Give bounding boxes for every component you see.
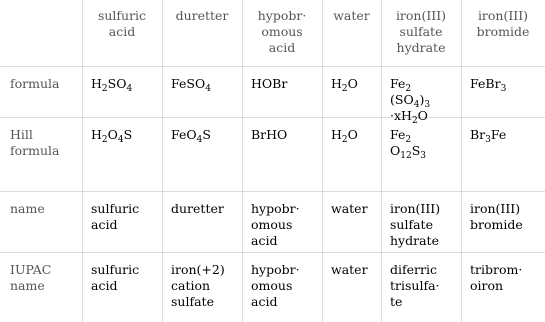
table-cell (390, 127, 458, 159)
table-cell (251, 201, 319, 249)
column-header-line: iron(III) (395, 8, 447, 23)
subscript: 2 (341, 135, 348, 145)
text-segment: iron(III) (390, 201, 441, 216)
subscript: 4 (196, 135, 203, 145)
text-segment: acid (251, 294, 278, 309)
cell-line (390, 108, 458, 124)
column-header-iron-iii-bromide (461, 8, 545, 40)
subscript: 4 (117, 135, 124, 145)
table-cell (470, 262, 542, 294)
text-segment: hypobr· (251, 262, 300, 277)
column-header-line: iron(III) (477, 8, 529, 23)
column-header-sulfuric-acid (82, 8, 162, 40)
cell-line (171, 201, 239, 217)
cell-line (171, 262, 239, 278)
table-cell (390, 76, 458, 124)
column-header-line: bromide (476, 24, 530, 39)
text-segment: H (91, 127, 102, 142)
text-segment: diferric (390, 262, 437, 277)
text-segment: sulfuric (91, 201, 140, 216)
cell-line (470, 201, 542, 217)
text-segment: trisulfa· (390, 278, 440, 293)
cell-line (91, 127, 159, 143)
table-cell (331, 127, 378, 143)
cell-line (251, 76, 319, 92)
text-segment: FeO (171, 127, 197, 142)
table-cell (331, 76, 378, 92)
text-segment: iron(III) (470, 201, 521, 216)
subscript: 2 (405, 135, 412, 145)
column-header-line: omous (261, 24, 303, 39)
subscript: 3 (420, 151, 427, 161)
text-segment: Fe (490, 127, 507, 142)
column-header-line: acid (108, 24, 136, 39)
column-divider (82, 0, 83, 322)
cell-line (91, 278, 159, 294)
text-segment: HOBr (251, 76, 288, 91)
table-cell (91, 201, 159, 233)
text-segment: S (202, 127, 211, 142)
subscript: 3 (485, 135, 491, 145)
text-segment: acid (251, 233, 278, 248)
subscript: 12 (400, 151, 412, 161)
column-header-line: acid (268, 40, 296, 55)
column-divider (162, 0, 163, 322)
subscript: 2 (341, 84, 348, 94)
text-segment: (SO (390, 92, 414, 107)
cell-line (91, 217, 159, 233)
cell-line (251, 127, 319, 143)
text-segment: O (347, 127, 358, 142)
table-cell (470, 201, 542, 233)
table-cell (251, 127, 319, 143)
text-segment: Fe (390, 76, 406, 91)
text-segment: water (331, 262, 368, 277)
row-label-line: IUPAC (10, 262, 52, 277)
row-label-iupac-name (10, 262, 78, 294)
cell-line (171, 294, 239, 310)
column-header-iron-iii-sulfate-hydrate (381, 8, 461, 56)
text-segment: ·xH (390, 108, 412, 123)
subscript: 2 (101, 84, 108, 94)
table-cell (171, 262, 239, 310)
table-cell (470, 127, 542, 143)
table-cell (251, 262, 319, 310)
subscript: 3 (500, 84, 507, 94)
text-segment: tribrom· (470, 262, 523, 277)
cell-line (251, 233, 319, 249)
text-segment: H (331, 76, 342, 91)
text-segment: Br (470, 127, 486, 142)
text-segment: te (390, 294, 403, 309)
cell-line (91, 262, 159, 278)
subscript: 3 (424, 100, 431, 110)
text-segment: omous (251, 278, 293, 293)
column-divider (322, 0, 323, 322)
table-cell (171, 201, 239, 217)
row-label-line: name (10, 278, 45, 293)
table-cell (171, 76, 239, 92)
subscript: 4 (205, 84, 211, 94)
cell-line (470, 127, 542, 143)
cell-line (470, 262, 542, 278)
text-segment: BrHO (251, 127, 288, 142)
cell-line (390, 143, 458, 159)
table-cell (390, 201, 458, 249)
text-segment: iron(+2) (171, 262, 225, 277)
text-segment: duretter (171, 201, 224, 216)
cell-line (251, 262, 319, 278)
text-segment: sulfuric (91, 262, 140, 277)
column-header-water (322, 8, 381, 24)
cell-line (251, 217, 319, 233)
text-segment: H (331, 127, 342, 142)
table-cell (91, 127, 159, 143)
column-header-line: hydrate (396, 40, 446, 55)
cell-line (390, 92, 458, 108)
cell-line (91, 76, 159, 92)
table-cell (470, 76, 542, 92)
subscript: 2 (405, 84, 412, 94)
table-cell (331, 201, 378, 217)
cell-line (390, 262, 458, 278)
cell-line (390, 76, 458, 92)
cell-line (331, 201, 378, 217)
row-label-line: formula (10, 143, 60, 158)
cell-line (171, 127, 239, 143)
text-segment: FeBr (470, 76, 501, 91)
row-label-line: formula (10, 76, 60, 91)
table-cell (91, 262, 159, 294)
text-segment: acid (91, 217, 118, 232)
cell-line (390, 127, 458, 143)
text-segment: sulfate (171, 294, 214, 309)
table-cell (331, 262, 378, 278)
subscript: 2 (411, 116, 418, 126)
cell-line (91, 201, 159, 217)
text-segment: cation (171, 278, 211, 293)
text-segment: H (91, 76, 102, 91)
column-header-line: sulfuric (97, 8, 147, 23)
cell-line (390, 294, 458, 310)
cell-line (171, 278, 239, 294)
row-label-line: Hill (10, 127, 33, 142)
cell-line (470, 217, 542, 233)
cell-line (331, 127, 378, 143)
text-segment: O (347, 76, 358, 91)
column-header-line: duretter (175, 8, 229, 23)
text-segment: FeSO (171, 76, 206, 91)
text-segment: water (331, 201, 368, 216)
cell-line (470, 278, 542, 294)
cell-line (171, 76, 239, 92)
table-cell (390, 262, 458, 310)
column-header-line: water (333, 8, 370, 23)
text-segment: sulfate (390, 217, 433, 232)
text-segment: omous (251, 217, 293, 232)
table-cell (171, 127, 239, 143)
text-segment: O (107, 127, 118, 142)
row-label-hill-formula (10, 127, 78, 159)
cell-line (251, 278, 319, 294)
cell-line (251, 294, 319, 310)
cell-line (390, 233, 458, 249)
column-header-duretter (162, 8, 242, 24)
cell-line (251, 201, 319, 217)
text-segment: S (411, 143, 421, 158)
cell-line (390, 217, 458, 233)
column-header-line: hypobr· (257, 8, 307, 23)
text-segment: O (390, 143, 401, 158)
cell-line (470, 76, 542, 92)
text-segment: hypobr· (251, 201, 300, 216)
text-segment: acid (91, 278, 118, 293)
text-segment: bromide (470, 217, 523, 232)
row-label-formula (10, 76, 78, 92)
text-segment: Fe (390, 127, 406, 142)
table-cell (251, 76, 319, 92)
row-label-name (10, 201, 78, 217)
row-label-line: name (10, 201, 45, 216)
column-header-line: sulfate (399, 24, 443, 39)
text-segment: SO (107, 76, 127, 91)
subscript: 2 (101, 135, 108, 145)
text-segment: O (417, 108, 428, 123)
cell-line (390, 201, 458, 217)
text-segment: hydrate (390, 233, 439, 248)
subscript: 4 (126, 84, 133, 94)
cell-line (331, 262, 378, 278)
subscript: 4 (413, 100, 420, 110)
text-segment: oiron (470, 278, 504, 293)
column-divider (461, 0, 462, 322)
table-cell (91, 76, 159, 92)
cell-line (331, 76, 378, 92)
column-header-hypobromous-acid (242, 8, 322, 56)
text-segment: S (123, 127, 133, 142)
cell-line (390, 278, 458, 294)
text-segment: ) (419, 92, 425, 107)
